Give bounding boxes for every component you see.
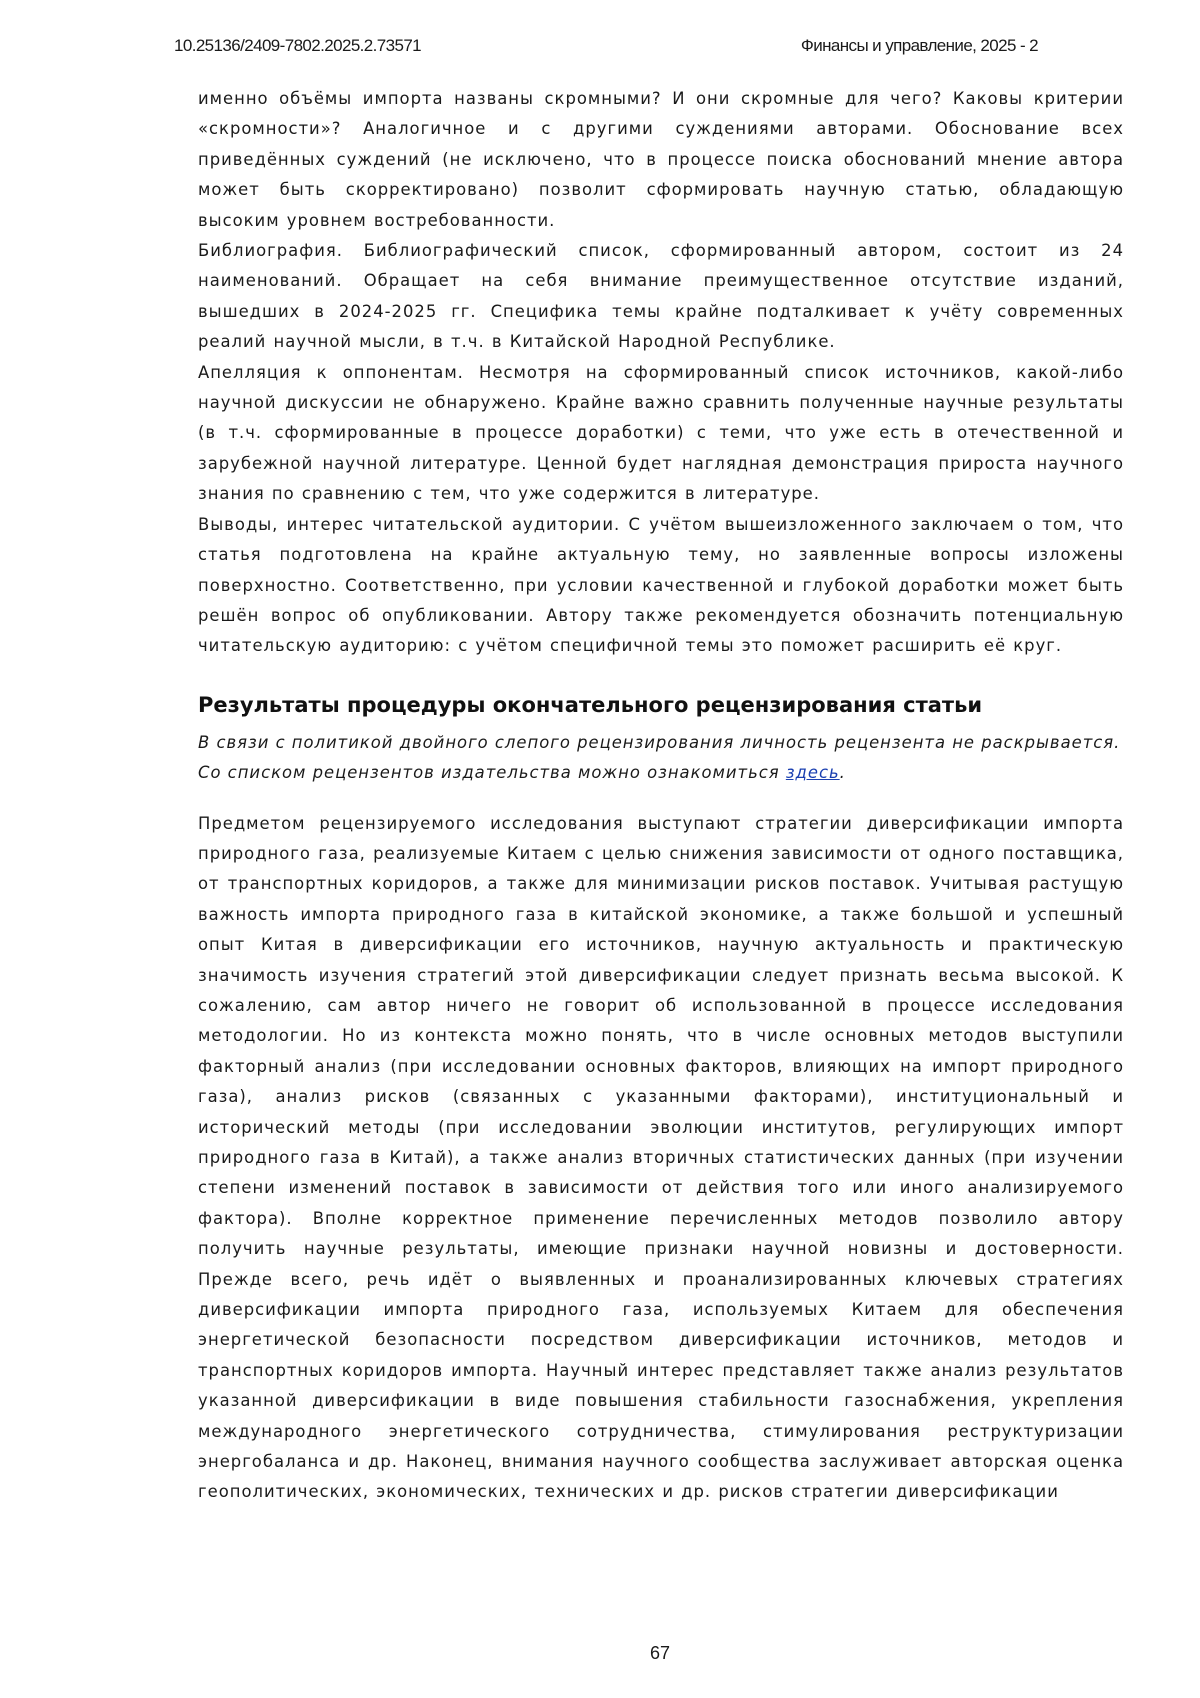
page-content xyxy=(198,84,1124,1508)
reviewers-list-suffix: . xyxy=(839,763,846,783)
reviewers-list-prefix: Со списком рецензентов издательства можно ознакомиться xyxy=(198,763,786,783)
paragraph-conclusions: Выводы, интерес читательской аудитории. С учётом вышеизложенного заключаем о том, что статья подготовлена на крайне актуальную тему, но заявленные вопросы изложены поверхностно. Соответственно, при условии качественной и глубокой доработки может быть решён вопрос об опубликовании. Автору также рекомендуется обозначить потенциальную читательскую аудиторию: с учётом специфичной темы это поможет расширить её круг. xyxy=(198,514,1124,656)
section-title: Результаты процедуры окончательного рецензирования статьи xyxy=(198,692,983,717)
page-number: 67 xyxy=(649,1643,671,1663)
paragraph-review-body: Предметом рецензируемого исследования выступают стратегии диверсификации импорта природного газа, реализуемые Китаем с целью снижения зависимости от одного поставщика, от транспортных коридоров, а также для минимизации рисков поставок. Учитывая растущую важность импорта природного газа в китайской экономике, а также большой и успешный опыт Китая в диверсификации его источников, научную актуальность и практическую значимость изучения стратегий этой диверсификации следует признать весьма высокой. К сожалению, сам автор ничего не говорит об использованной в процессе исследования методологии. Но из контекста можно понять, что в числе основных методов выступили факторный анализ (при исследовании основных факторов, влияющих на импорт природного газа), анализ рисков (связанных с указанными факторами), институциональный и исторический методы (при исследовании эволюции институтов, регулирующих импорт природного газа в Китай), а также анализ вторичных статистических данных (при изучении степени изменений поставок в зависимости от действия того или иного анализируемого фактора). Вполне корректное применение перечисленных методов позволило автору получить научные результаты, имеющие признаки научной новизны и достоверности. Прежде всего, речь идёт о выявленных и проанализированных ключевых стратегиях диверсификации импорта природного газа, используемых Китаем для обеспечения энергетической безопасности посредством диверсификации источников, методов и транспортных коридоров импорта. Научный интерес представляет также анализ результатов указанной диверсификации в виде повышения стабильности газоснабжения, укрепления международного энергетического сотрудничества, стимулирования реструктуризации энергобаланса и др. Наконец, внимания научного сообщества заслуживает авторская оценка геополитических, экономических, технических и др. рисков стратегии диверсификации xyxy=(198,813,1124,1502)
running-header xyxy=(174,36,1038,60)
journal-title: Финансы и управление, 2025 - 2 xyxy=(800,36,1038,55)
paragraph-bibliography: Библиография. Библиографический список, сформированный автором, состоит из 24 наименований. Обращает на себя внимание преимущественное отсутствие изданий, вышедших в 2024-2025 гг. Специфика темы крайне подталкивает к учёту современных реалий научной мысли, в т.ч. в Китайской Народной Республике. xyxy=(198,241,1124,352)
reviewers-list-link[interactable]: здесь xyxy=(785,763,840,783)
reviewers-list-note xyxy=(198,758,1124,788)
blind-review-note: В связи с политикой двойного слепого рецензирования личность рецензента не раскрывается. xyxy=(198,732,1121,752)
spacer xyxy=(198,789,1124,809)
doi-text: 10.25136/2409-7802.2025.2.73571 xyxy=(174,36,422,55)
paragraph-importance: именно объёмы импорта названы скромными? И они скромные для чего? Каковы критерии «скромности»? Аналогичное и с другими суждениями авторами. Обоснование всех приведённых суждений (не исключено, что в процессе поиска обоснований мнение автора может быть скорректировано) позволит сформировать научную статью, обладающую высоким уровнем востребованности. xyxy=(198,89,1124,230)
paragraph-opponents: Апелляция к оппонентам. Несмотря на сформированный список источников, какой-либо научной дискуссии не обнаружено. Крайне важно сравнить полученные научные результаты (в т.ч. сформированные в процессе доработки) с теми, что уже есть в отечественной и зарубежной научной литературе. Ценной будет наглядная демонстрация прироста научного знания по сравнению с тем, что уже содержится в литературе. xyxy=(198,362,1124,504)
